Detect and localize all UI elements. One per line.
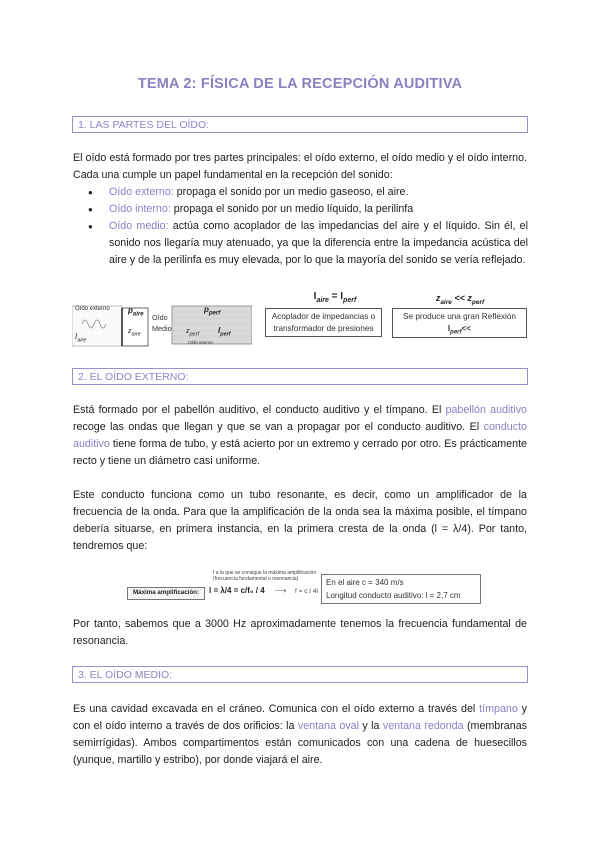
- page-title: TEMA 2: FÍSICA DE LA RECEPCIÓN AUDITIVA: [137, 76, 463, 92]
- intro-paragraph: El oído está formado por tres partes principales: el oído externo, el oído medio y el oído interno. Cada una cumple un papel fundamental en la recepción del sonido:: [73, 152, 527, 181]
- equation-impedance: $z_{aire} << z_{perf}$: [435, 293, 485, 306]
- highlight-pabellon: pabellón auditivo: [445, 404, 527, 416]
- term-desc: propaga el sonido por un medio líquido, la perilinfa: [170, 203, 414, 215]
- coupler-box: Acoplador de impedancias o transformador de presiones: [265, 308, 382, 337]
- term-outer-ear: Oído externo:: [109, 186, 174, 198]
- highlight-ventana-redonda: ventana redonda: [382, 720, 464, 732]
- outer-ear-label: Oído externo: [75, 306, 110, 312]
- term-inner-ear: Oído interno:: [109, 203, 171, 215]
- term-desc: propaga el sonido por un medio gaseoso, el aire.: [173, 186, 409, 198]
- reflection-box: Se produce una gran Reflexión $I_{perf}<<$: [392, 308, 527, 338]
- ear-impedance-diagram: [72, 304, 252, 348]
- constants-box: En el aire c = 340 m/s Longitud conducto auditivo: l = 2,7 cm: [321, 574, 481, 604]
- term-middle-ear: Oído medio:: [109, 220, 169, 232]
- z-perf-label: $z_{perf}$: [186, 328, 199, 338]
- formula-result: f = c / 4l: [295, 588, 318, 595]
- formula-figure: [125, 570, 495, 610]
- equation-intensity: $I_{aire} = I_{perf}$: [313, 291, 357, 304]
- arrow-icon: ⟶: [275, 586, 287, 595]
- highlight-ventana-oval: ventana oval: [297, 720, 359, 732]
- inner-ear-label: Oído interno: [188, 340, 213, 345]
- list-item: [72, 184, 528, 201]
- i-perf-label: $I_{perf}$: [218, 326, 231, 338]
- outer-ear-paragraph: Está formado por el pabellón auditivo, el conducto auditivo y el tímpano. El pabellón auditivo recoge las ondas que llegan y que se van a propagar por el conducto auditivo. El conducto auditivo tiene forma de tubo, y está acierto por un extremo y cerrado por otro. Es prácticamente recto y tiene un diámetro casi uniforme.: [73, 404, 527, 467]
- highlight-conducto: conducto auditivo: [73, 421, 527, 450]
- ear-parts-list: [72, 184, 528, 269]
- resonance-paragraph: Este conducto funciona como un tubo resonante, es decir, como un amplificador de la frecuencia de la onda. Para que la amplificación de la onda sea la máxima posible, el tímpano debería situarse, en primera instancia, en la primera cresta de la onda (l = λ/4). Por tanto, tendremos que:: [73, 489, 527, 552]
- z-aire-label: $z_{aire}$: [128, 328, 141, 338]
- i-aire-label: $I_{aire}$: [75, 332, 87, 344]
- highlight-timpano: tímpano: [479, 703, 518, 715]
- section-heading-partes: 1. LAS PARTES DEL OÍDO:: [72, 116, 528, 133]
- section-heading-externo: 2. EL OÍDO EXTERNO:: [72, 368, 528, 385]
- conclusion-paragraph: Por tanto, sabemos que a 3000 Hz aproximadamente tenemos la frecuencia fundamental de resonancia.: [73, 618, 527, 647]
- middle-ear-paragraph: Es una cavidad excavada en el cráneo. Comunica con el oído externo a través del tímpano y con el oído interno a través de dos orificios: la ventana oval y la ventana redonda (membranas semirrígidas). Ambos compartimentos están comunicados con una cadena de huesecillos (yunque, martillo y estribo), por donde viajará el aire.: [73, 703, 527, 766]
- formula-equation: l = λ/4 = c/f₀ / 4: [209, 586, 265, 595]
- p-aire-label: $p_{aire}$: [128, 306, 144, 318]
- list-item: [72, 201, 528, 218]
- max-amplification-label: Máxima amplificación:: [127, 587, 205, 600]
- middle-ear-label: Oído Medio: [152, 313, 172, 333]
- list-item: [72, 218, 528, 269]
- term-desc: actúa como acoplador de las impedancias del aire y el líquido. Sin él, el sonido nos llegaría muy atenuado, ya que la diferencia entre la impedancia acústica del aire y de la perilinfa es muy elevada, por lo que la mayoría del sonido se vería reflejado.: [109, 220, 528, 266]
- section-heading-medio: 3. EL OÍDO MEDIO:: [72, 666, 528, 683]
- p-perf-label: $p_{perf}$: [204, 305, 221, 317]
- formula-note: f a la que se consigue la máxima amplificación (frecuencia fundamental o resonancia): [213, 570, 317, 582]
